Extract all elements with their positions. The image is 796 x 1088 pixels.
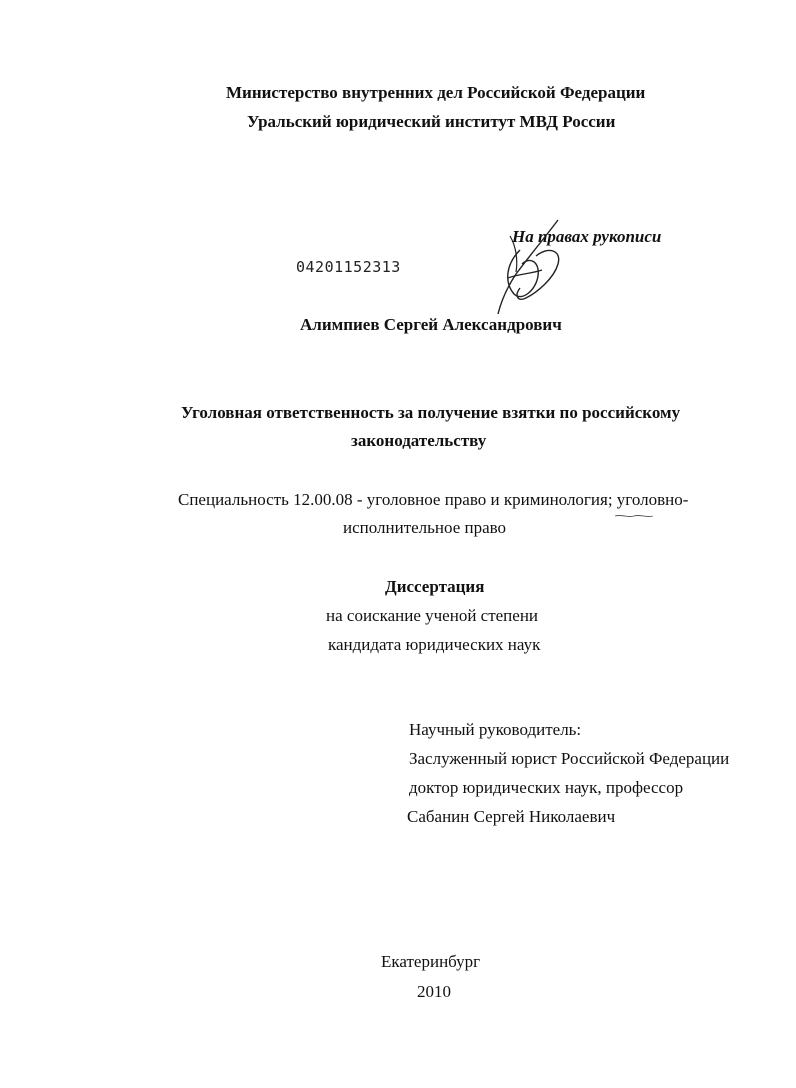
degree-line-1: на соискание ученой степени [326, 606, 539, 625]
supervisor-role: Научный руководитель: [409, 720, 582, 739]
supervisor-name: Сабанин Сергей Николаевич [407, 807, 616, 826]
supervisor-degree: доктор юридических наук, профессор [409, 778, 684, 797]
signature-icon [486, 216, 576, 320]
author-name: Алимпиев Сергей Александрович [300, 315, 562, 334]
degree-line-2: кандидата юридических наук [328, 635, 541, 654]
ministry-name: Министерство внутренних дел Российской Федерации [226, 83, 646, 102]
manuscript-note: На правах рукописи [512, 227, 662, 246]
city: Екатеринбург [381, 952, 481, 971]
registry-number: 04201152313 [296, 258, 401, 276]
supervisor-honor: Заслуженный юрист Российской Федерации [409, 749, 730, 768]
document-type: Диссертация [385, 577, 485, 596]
year: 2010 [417, 982, 451, 1001]
handwritten-underline-icon [614, 512, 654, 520]
institute-name: Уральский юридический институт МВД России [247, 112, 616, 131]
specialty-line-2: исполнительное право [343, 518, 507, 537]
specialty-line-1: Специальность 12.00.08 - уголовное право и криминология; уголовно- [178, 490, 689, 509]
dissertation-title-line-1: Уголовная ответственность за получение взятки по российскому [181, 403, 681, 422]
dissertation-title-line-2: законодательству [351, 431, 487, 450]
